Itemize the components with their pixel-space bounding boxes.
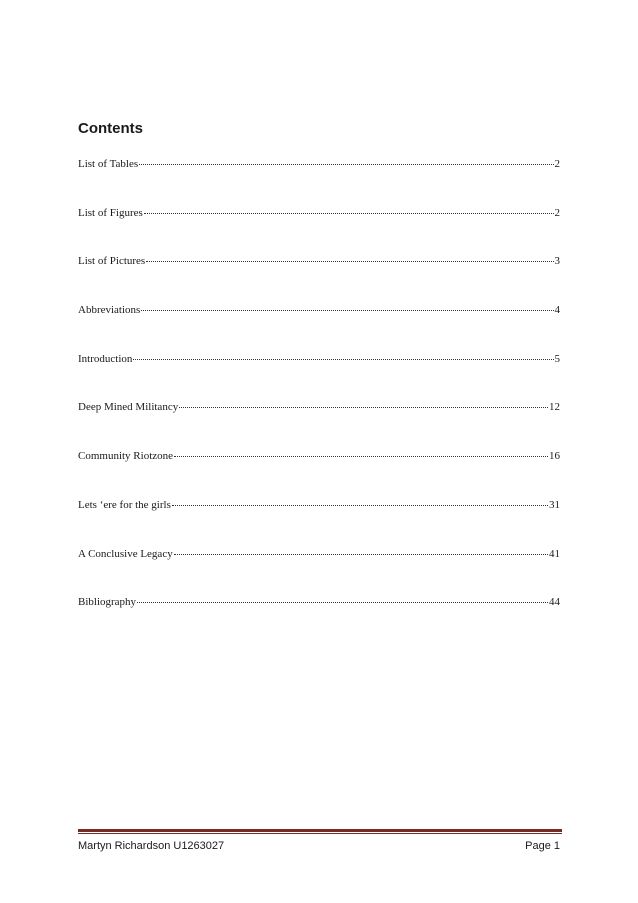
toc-entry-label: A Conclusive Legacy bbox=[78, 547, 173, 560]
toc-leader-dots bbox=[146, 258, 553, 262]
toc-entry-abbreviations[interactable] bbox=[78, 304, 560, 353]
toc-leader-dots bbox=[144, 210, 554, 214]
page-title: Contents bbox=[78, 120, 143, 137]
toc-entry-lets-ere-for-the-girls[interactable] bbox=[78, 499, 560, 548]
toc-entry-page: 5 bbox=[554, 352, 560, 365]
toc-entry-label: Deep Mined Militancy bbox=[78, 401, 179, 414]
toc-entry-label: Community Riotzone bbox=[78, 450, 174, 463]
toc-entry-list-of-figures[interactable] bbox=[78, 207, 560, 256]
toc-entry-page: 2 bbox=[554, 158, 560, 170]
toc-leader-dots bbox=[179, 404, 548, 408]
toc-leader-dots bbox=[174, 551, 548, 555]
toc-entry-list-of-pictures[interactable] bbox=[78, 255, 560, 304]
toc-entry-page: 31 bbox=[549, 498, 560, 511]
toc-leader-dots bbox=[133, 356, 553, 360]
footer-divider-thin bbox=[78, 833, 562, 834]
toc-entry-label: Bibliography bbox=[78, 596, 137, 609]
toc-entry-page: 16 bbox=[549, 450, 560, 463]
footer-divider bbox=[78, 829, 562, 834]
footer-page-number: Page 1 bbox=[525, 840, 560, 852]
toc-entry-page: 12 bbox=[549, 401, 560, 414]
toc-entry-label: List of Figures bbox=[78, 206, 143, 219]
toc-leader-dots bbox=[174, 453, 548, 457]
toc-entry-page: 3 bbox=[554, 255, 560, 268]
toc-entry-page: 44 bbox=[549, 596, 560, 609]
toc-entry-label: Abbreviations bbox=[78, 304, 141, 317]
toc-entry-label: List of Tables bbox=[78, 158, 139, 170]
footer-divider-thick bbox=[78, 829, 562, 832]
toc-entry-deep-mined-militancy[interactable] bbox=[78, 401, 560, 450]
toc-entry-community-riotzone[interactable] bbox=[78, 450, 560, 499]
toc-leader-dots bbox=[141, 307, 553, 311]
toc-entry-page: 2 bbox=[554, 206, 560, 219]
toc-entry-label: Introduction bbox=[78, 352, 133, 365]
page-footer bbox=[78, 840, 560, 852]
toc-entry-label: Lets ‘ere for the girls bbox=[78, 498, 171, 511]
toc-entry-page: 41 bbox=[549, 547, 560, 560]
toc-leader-dots bbox=[172, 502, 548, 506]
table-of-contents bbox=[78, 158, 560, 645]
toc-entry-bibliography[interactable] bbox=[78, 596, 560, 645]
toc-entry-page: 4 bbox=[554, 304, 560, 317]
toc-leader-dots bbox=[139, 161, 553, 165]
toc-leader-dots bbox=[137, 599, 548, 603]
toc-entry-list-of-tables[interactable] bbox=[78, 158, 560, 207]
toc-entry-a-conclusive-legacy[interactable] bbox=[78, 548, 560, 597]
toc-entry-label: List of Pictures bbox=[78, 255, 146, 268]
footer-author: Martyn Richardson U1263027 bbox=[78, 840, 225, 852]
toc-entry-introduction[interactable] bbox=[78, 353, 560, 402]
